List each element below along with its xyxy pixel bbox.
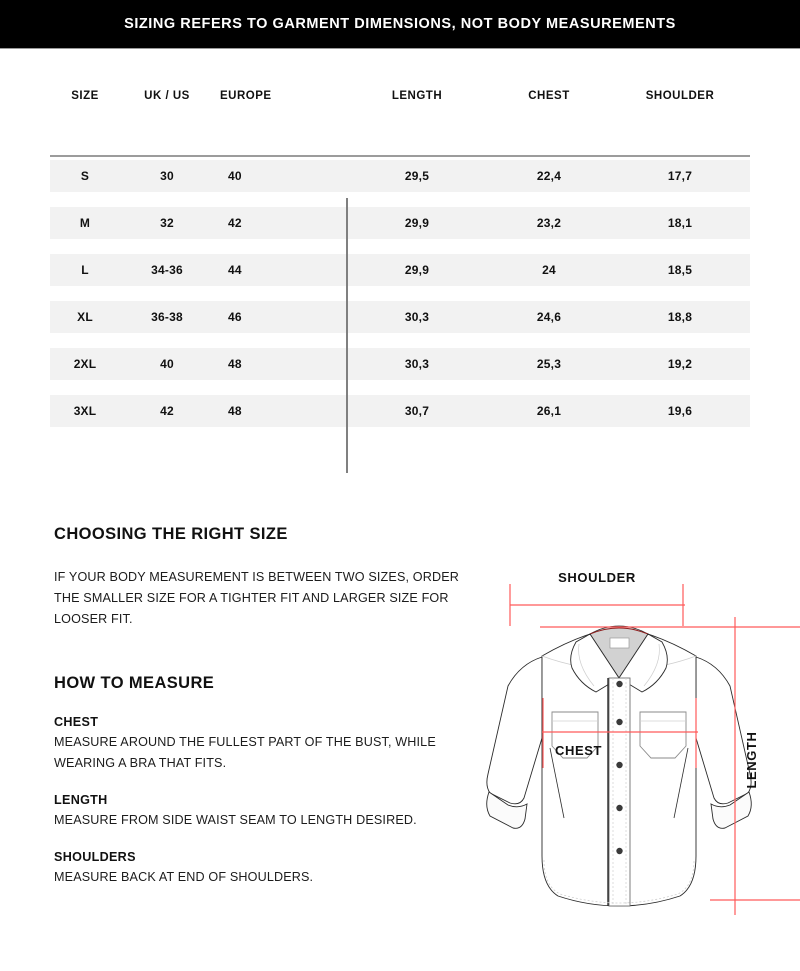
table-header-row	[50, 90, 750, 160]
shirt-drawing	[487, 626, 752, 906]
size-table-body	[50, 160, 750, 427]
table-row	[50, 348, 750, 380]
brand-tag	[610, 638, 629, 648]
cell-uk-us: 30	[120, 160, 214, 192]
cell-europe: 40	[214, 160, 346, 192]
measure-title-length: LENGTH	[54, 793, 108, 807]
size-table-wrapper	[50, 90, 750, 427]
cell-uk-us: 40	[120, 348, 214, 380]
banner-underline	[0, 48, 800, 49]
column-header-shoulder: SHOULDER	[645, 90, 715, 102]
how-to-measure-heading: HOW TO MEASURE	[54, 674, 215, 692]
cell-chest: 22,4	[488, 160, 610, 192]
column-header-uk-us: UK / US	[144, 90, 190, 102]
cell-size: 3XL	[50, 395, 120, 427]
button-3	[616, 805, 622, 811]
button-collar	[616, 681, 622, 687]
measure-title-shoulders: SHOULDERS	[54, 850, 136, 864]
size-table	[50, 90, 750, 427]
cell-size: S	[50, 160, 120, 192]
spacer-cell	[50, 286, 750, 301]
table-row-spacer	[50, 192, 750, 207]
cell-uk-us: 34-36	[120, 254, 214, 286]
table-row-spacer	[50, 380, 750, 395]
column-header-size: SIZE	[71, 90, 99, 102]
right-chest-pocket	[640, 712, 686, 758]
measure-section-shoulders	[54, 850, 474, 888]
measure-section-length	[54, 793, 474, 831]
measure-body-chest: MEASURE AROUND THE FULLEST PART OF THE BUST, WHILE WEARING A BRA THAT FITS.	[54, 735, 436, 770]
table-row	[50, 207, 750, 239]
right-sleeve	[696, 657, 751, 804]
cell-chest: 24	[488, 254, 610, 286]
cell-length: 29,5	[346, 160, 488, 192]
cell-europe: 44	[214, 254, 346, 286]
button-2	[616, 762, 622, 768]
spacer-cell	[50, 333, 750, 348]
table-row	[50, 160, 750, 192]
measure-body-shoulders: MEASURE BACK AT END OF SHOULDERS.	[54, 870, 314, 884]
cell-length: 30,7	[346, 395, 488, 427]
cell-length: 29,9	[346, 254, 488, 286]
cell-europe: 48	[214, 395, 346, 427]
cell-shoulder: 18,8	[610, 301, 750, 333]
table-row-spacer	[50, 286, 750, 301]
table-row	[50, 254, 750, 286]
measure-title-chest: CHEST	[54, 715, 99, 729]
table-header-rule	[50, 155, 750, 157]
table-column-divider	[346, 198, 348, 473]
table-row	[50, 301, 750, 333]
cell-length: 29,9	[346, 207, 488, 239]
cell-shoulder: 18,1	[610, 207, 750, 239]
choosing-size-body: IF YOUR BODY MEASUREMENT IS BETWEEN TWO SIZES, ORDER THE SMALLER SIZE FOR A TIGHTER FIT AND LARGER SIZE FOR LOOSER FIT.	[54, 570, 460, 626]
table-row	[50, 395, 750, 427]
cell-shoulder: 19,6	[610, 395, 750, 427]
cell-length: 30,3	[346, 348, 488, 380]
column-header-europe: EUROPE	[220, 90, 272, 102]
cell-chest: 23,2	[488, 207, 610, 239]
shirt-illustration-svg	[480, 560, 800, 960]
measure-body-length: MEASURE FROM SIDE WAIST SEAM TO LENGTH DESIRED.	[54, 813, 417, 827]
button-1	[616, 719, 622, 725]
spacer-cell	[50, 239, 750, 254]
cell-uk-us: 32	[120, 207, 214, 239]
cell-uk-us: 42	[120, 395, 214, 427]
left-sleeve	[487, 657, 542, 804]
cell-europe: 48	[214, 348, 346, 380]
measure-section-chest	[54, 715, 474, 774]
header-banner	[0, 0, 800, 48]
cell-size: XL	[50, 301, 120, 333]
table-row-spacer	[50, 239, 750, 254]
info-column	[54, 525, 474, 888]
banner-title: SIZING REFERS TO GARMENT DIMENSIONS, NOT BODY MEASUREMENTS	[124, 16, 676, 32]
cell-size: 2XL	[50, 348, 120, 380]
spacer-cell	[50, 380, 750, 395]
cell-shoulder: 18,5	[610, 254, 750, 286]
button-4	[616, 848, 622, 854]
table-row-spacer	[50, 333, 750, 348]
size-table-head	[50, 90, 750, 160]
length-dimension-label: LENGTH	[744, 731, 759, 789]
cell-uk-us: 36-38	[120, 301, 214, 333]
choosing-size-heading: CHOOSING THE RIGHT SIZE	[54, 525, 288, 543]
column-header-length: LENGTH	[391, 90, 443, 102]
cell-chest: 26,1	[488, 395, 610, 427]
garment-diagram	[480, 560, 800, 960]
cell-shoulder: 19,2	[610, 348, 750, 380]
cell-length: 30,3	[346, 301, 488, 333]
shoulder-dimension-label: SHOULDER	[558, 570, 636, 585]
chest-dimension-label: CHEST	[555, 743, 603, 758]
cell-shoulder: 17,7	[610, 160, 750, 192]
column-header-chest: CHEST	[528, 90, 570, 102]
cell-chest: 24,6	[488, 301, 610, 333]
cell-chest: 25,3	[488, 348, 610, 380]
cell-europe: 46	[214, 301, 346, 333]
cell-size: M	[50, 207, 120, 239]
cell-size: L	[50, 254, 120, 286]
button-placket	[609, 678, 630, 906]
cell-europe: 42	[214, 207, 346, 239]
spacer-cell	[50, 192, 750, 207]
